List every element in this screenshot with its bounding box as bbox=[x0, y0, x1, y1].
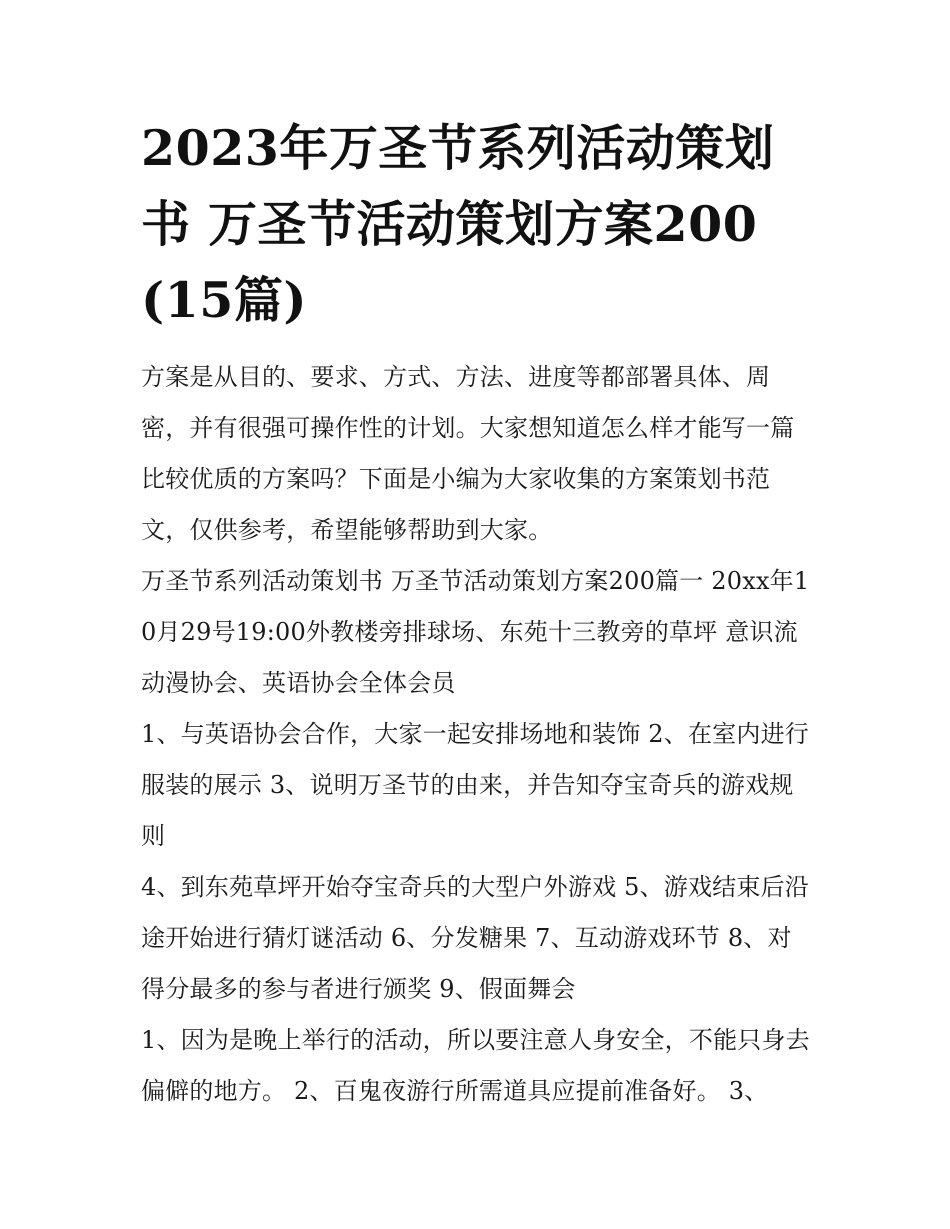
paragraph-notes: 1、因为是晚上举行的活动，所以要注意人身安全，不能只身去偏僻的地方。 2、百鬼夜游行所需道具应提前准备好。 3、 bbox=[141, 1026, 810, 1105]
paragraph-event-info: 万圣节系列活动策划书 万圣节活动策划方案200篇一 20xx年10月29号19:00外教楼旁排球场、东苑十三教旁的草坪 意识流动漫协会、英语协会全体会员 bbox=[141, 567, 810, 697]
document-title: 2023年万圣节系列活动策划书 万圣节活动策划方案200(15篇) bbox=[141, 119, 775, 329]
document-body bbox=[141, 110, 813, 1117]
paragraph-intro: 方案是从目的、要求、方式、方法、进度等都部署具体、周密，并有很强可操作性的计划。大家想知道怎么样才能写一篇比较优质的方案吗？下面是小编为大家收集的方案策划书范文，仅供参考，希望能够帮助到大家。 bbox=[141, 363, 795, 544]
paragraph-steps-2: 4、到东苑草坪开始夺宝奇兵的大型户外游戏 5、游戏结束后沿途开始进行猜灯谜活动 6、分发糖果 7、互动游戏环节 8、对得分最多的参与者进行颁奖 9、假面舞会 bbox=[141, 873, 809, 1003]
paragraph-steps-1: 1、与英语协会合作，大家一起安排场地和装饰 2、在室内进行服装的展示 3、说明万圣节的由来，并告知夺宝奇兵的游戏规则 bbox=[141, 720, 809, 850]
